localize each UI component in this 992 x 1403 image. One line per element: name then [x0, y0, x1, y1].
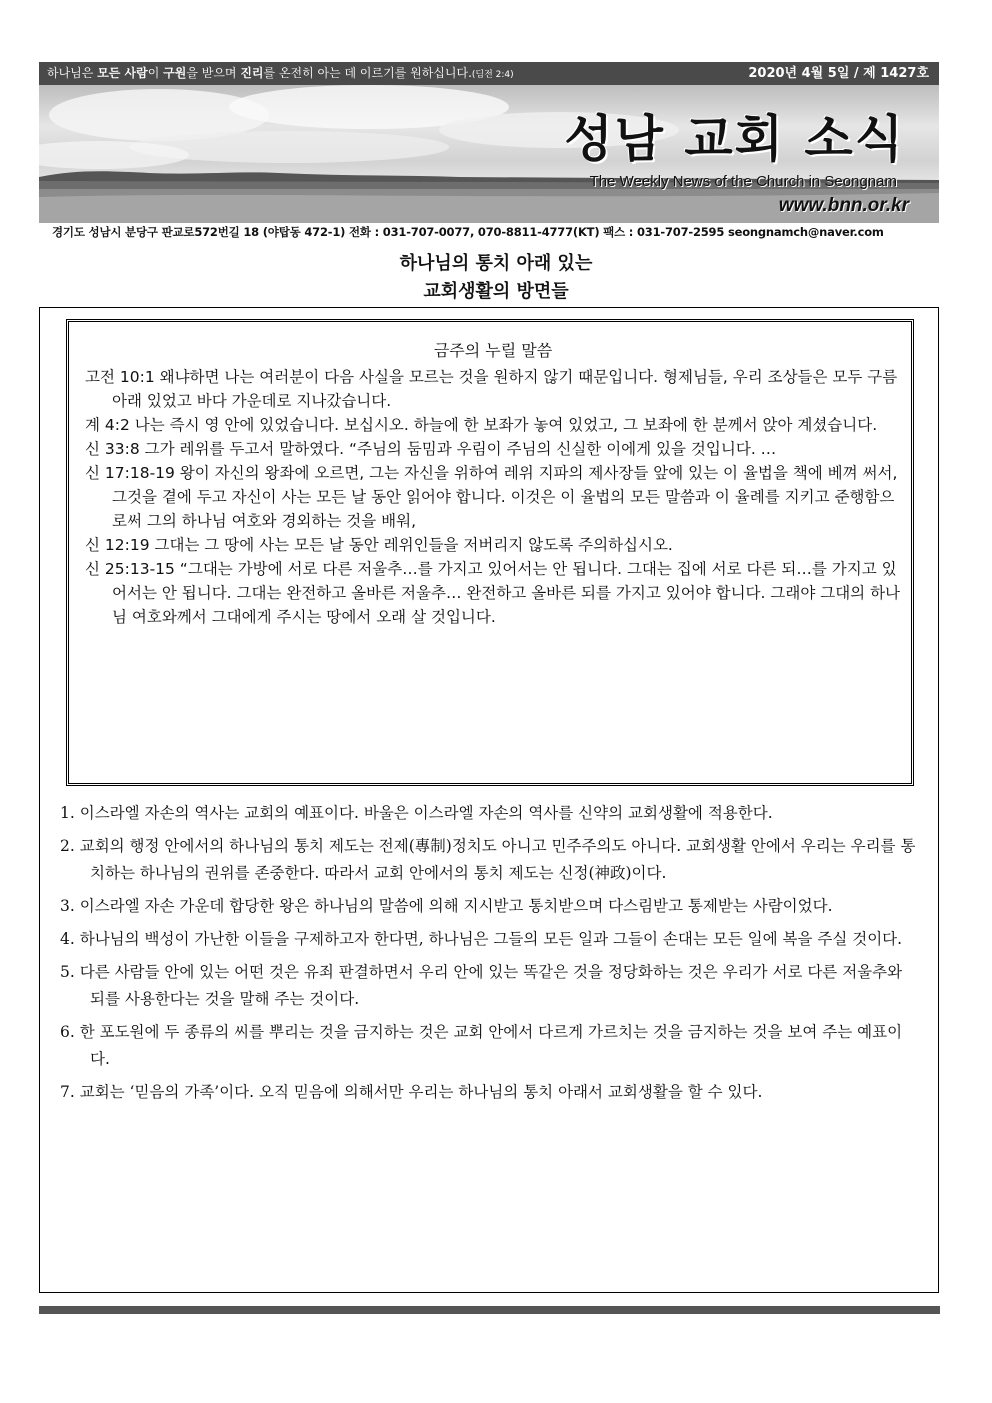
key-point: 6. 한 포도원에 두 종류의 씨를 뿌리는 것을 금지하는 것은 교회 안에서 다르게 가르치는 것을 금지하는 것을 보여 주는 예표이다.	[60, 1023, 903, 1068]
masthead-banner	[39, 85, 939, 223]
church-address-contact: 경기도 성남시 분당구 판교로572번길 18 (야탑동 472-1) 전화 : 031-707-0077, 070-8811-4777(KT) 팩스 : 031-707-2595 seongnamch@naver.com	[52, 225, 884, 239]
key-points-list	[60, 800, 918, 1112]
key-point: 5. 다른 사람들 안에 있는 어떤 것은 유죄 판결하면서 우리 안에 있는 똑같은 것을 정당화하는 것은 우리가 서로 다른 저울추와 되를 사용한다는 것을 말해 주는 것이다.	[60, 963, 903, 1008]
verse-item: 신 17:18-19 왕이 자신의 왕좌에 오르면, 그는 자신을 위하여 레위 지파의 제사장들 앞에 있는 이 율법을 책에 베껴 써서, 그것을 곁에 두고 자신이 사는 모든 날 동안 읽어야 합니다. 이것은 이 율법의 모든 말씀과 이 율례를 지키고 준행함으로써 그의 하나님 여호와 경외하는 것을 배워,	[85, 464, 898, 530]
verse-item: 신 12:19 그대는 그 땅에 사는 모든 날 동안 레위인들을 저버리지 않도록 주의하십시오.	[85, 536, 673, 554]
key-point: 4. 하나님의 백성이 가난한 이들을 구제하고자 한다면, 하나님은 그들의 모든 일과 그들이 손대는 모든 일에 복을 주실 것이다.	[60, 930, 903, 948]
motto-reference: (딤전 2:4)	[471, 70, 514, 80]
motto	[47, 62, 514, 87]
key-point: 7. 교회는 ‘믿음의 가족’이다. 오직 믿음에 의해서만 우리는 하나님의 통치 아래서 교회생활을 할 수 있다.	[60, 1083, 763, 1101]
newsletter-subtitle: The Weekly News of the Church in Seongnam	[589, 173, 897, 190]
key-point: 3. 이스라엘 자손 가운데 합당한 왕은 하나님의 말씀에 의해 지시받고 통치받으며 다스림받고 통제받는 사람이었다.	[60, 897, 833, 915]
key-point: 1. 이스라엘 자손의 역사는 교회의 예표이다. 바울은 이스라엘 자손의 역사를 신약의 교회생활에 적용한다.	[60, 804, 773, 822]
weekly-verses-box	[66, 319, 914, 786]
motto-emphasis: 진리	[240, 66, 264, 80]
motto-text: 이	[147, 66, 164, 80]
newsletter-title: 성남 교회 소식	[564, 110, 905, 168]
headline	[0, 250, 992, 306]
website-url: www.bnn.or.kr	[778, 195, 909, 216]
headline-line-2: 교회생활의 방면들	[423, 281, 569, 302]
verses-title: 금주의 누릴 말씀	[433, 341, 553, 360]
motto-emphasis: 모든 사람	[97, 66, 148, 80]
motto-text: 를 온전히 아는 데 이르기를 원하십니다.	[263, 66, 472, 80]
verse-item: 신 33:8 그가 레위를 두고서 말하였다. “주님의 둠밈과 우림이 주님의 신실한 이에게 있을 것입니다. …	[85, 440, 777, 458]
key-point: 2. 교회의 행정 안에서의 하나님의 통치 제도는 전제(專制)정치도 아니고 민주주의도 아니다. 교회생활 안에서 우리는 우리를 통치하는 하나님의 권위를 존중한다. 따라서 교회 안에서의 통치 제도는 신정(神政)이다.	[60, 837, 916, 882]
headline-line-1: 하나님의 통치 아래 있는	[399, 253, 593, 274]
verse-item: 고전 10:1 왜냐하면 나는 여러분이 다음 사실을 모르는 것을 원하지 않기 때문입니다. 형제님들, 우리 조상들은 모두 구름 아래 있었고 바다 가운데로 지나갔습니다.	[85, 368, 898, 410]
motto-text: 을 받으며	[186, 66, 241, 80]
header-top-bar	[39, 62, 939, 85]
motto-emphasis: 구원	[163, 66, 187, 80]
verse-item: 신 25:13-15 “그대는 가방에 서로 다른 저울추…를 가지고 있어서는 안 됩니다. 그대는 집에 서로 다른 되…를 가지고 있어서는 안 됩니다. 그대는 완전하고 올바른 저울추… 완전하고 올바른 되를 가지고 있어야 합니다. 그래야 그대의 하나님 여호와께서 그대에게 주시는 땅에서 오래 살 것입니다.	[85, 560, 901, 626]
footer-rule	[39, 1306, 940, 1314]
issue-date-number: 2020년 4월 5일 / 제 1427호	[748, 66, 929, 81]
verse-item: 계 4:2 나는 즉시 영 안에 있었습니다. 보십시오. 하늘에 한 보좌가 놓여 있었고, 그 보좌에 한 분께서 앉아 계셨습니다.	[85, 416, 878, 434]
motto-text: 하나님은	[47, 66, 98, 80]
